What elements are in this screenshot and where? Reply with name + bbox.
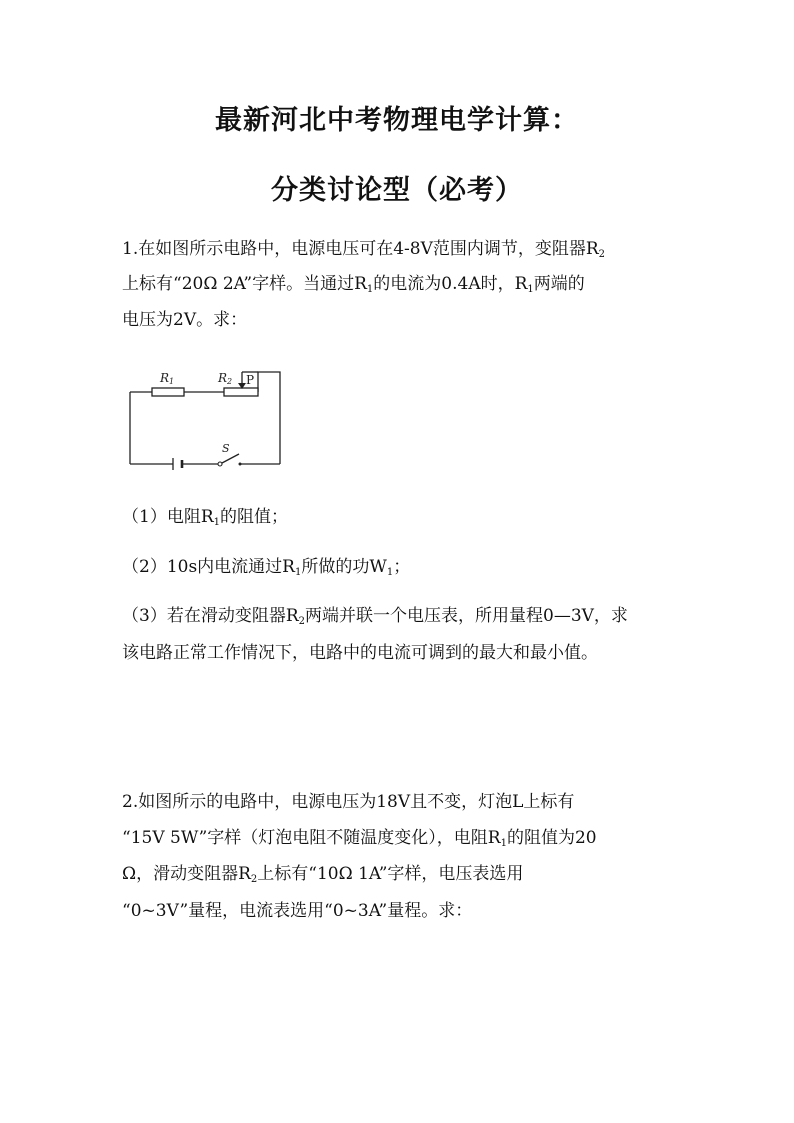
q1-sub-1: （1）电阻$R_1$的阻值； — [122, 507, 288, 528]
circuit-diagram — [122, 362, 292, 472]
label-s: S — [222, 442, 230, 455]
q1-sub-3-line-1: （3）若在滑动变阻器$R_2$两端并联一个电压表，所用量程0—3V，求 — [122, 606, 628, 627]
switch-blade — [222, 454, 239, 463]
q1-line-3: 电压为2V。求： — [122, 310, 248, 330]
rheostat-r2 — [224, 388, 258, 396]
title-line-2: 分类讨论型（必考） — [271, 175, 523, 206]
q1-sub-2: （2）10s内电流通过$R_1$所做的功$W_1$； — [122, 557, 411, 578]
q2-line-2: “15V 5W”字样（灯泡电阻不随温度变化），电阻$R_1$的阻值为20 — [122, 828, 597, 849]
label-p: P — [246, 373, 255, 387]
label-r2: R2 — [218, 371, 233, 386]
switch-contact-right — [239, 463, 242, 466]
q1-line-1: 1.在如图所示电路中，电源电压可在4-8V范围内调节，变阻器$R_2$ — [122, 239, 606, 260]
label-r1: R1 — [160, 371, 175, 386]
switch-contact-left — [218, 462, 222, 466]
title-line-1: 最新河北中考物理电学计算： — [215, 105, 579, 136]
q2-line-1: 2.如图所示的电路中，电源电压为18V且不变，灯泡L上标有 — [122, 792, 575, 812]
q2-line-3: Ω，滑动变阻器$R_2$上标有“10Ω 1A”字样，电压表选用 — [122, 864, 524, 885]
q1-sub-3-line-2: 该电路正常工作情况下，电路中的电流可调到的最大和最小值。 — [122, 643, 598, 663]
resistor-r1 — [152, 388, 184, 396]
q1-line-2: 上标有“20Ω 2A”字样。当通过$R_1$的电流为0.4A时，$R_1$两端的 — [122, 274, 585, 295]
q2-line-4: “0~3V”量程，电流表选用“0~3A”量程。求： — [122, 901, 473, 921]
